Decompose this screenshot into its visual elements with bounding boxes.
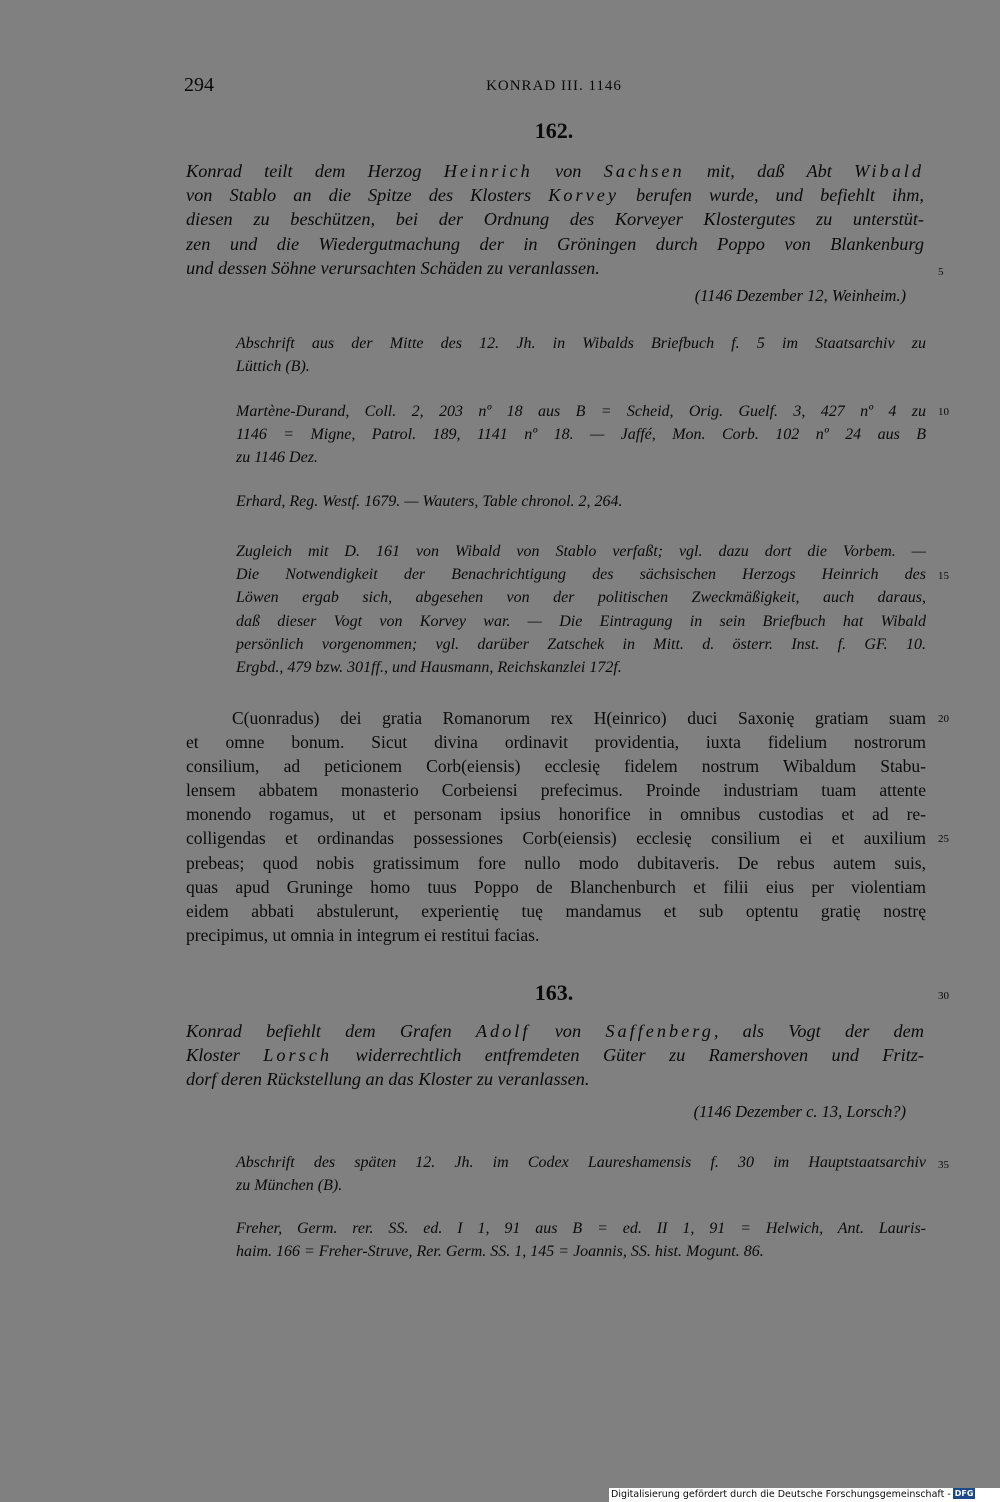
dating-162: (1146 Dezember 12, Weinheim.): [694, 286, 906, 305]
note-line: Zugleich mit D. 161 von Wibald von Stablo verfaßt; vgl. dazu dort die Vorbem. —: [236, 543, 926, 560]
note-line: zu 1146 Dez.: [236, 449, 318, 467]
funding-footer: [609, 1488, 1000, 1502]
text-line: C(uonradus) dei gratia Romanorum rex H(einrico) duci Saxonię gratiam suam: [232, 708, 926, 728]
document-number-163: 163.: [534, 980, 574, 1005]
spaced-name: Korvey: [548, 185, 619, 206]
margin-line-number: 35: [938, 1159, 949, 1171]
spaced-name: Saffenberg: [605, 1021, 714, 1041]
note-line: Die Notwendigkeit der Benachrichtigung des sächsischen Herzogs Heinrich des: [236, 566, 926, 584]
margin-line-number: 25: [938, 833, 949, 845]
text-line: et omne bonum. Sicut divina ordinavit providentia, iuxta fidelium nostrorum: [186, 732, 926, 753]
commentary-note-162: [236, 540, 926, 679]
note-line: Löwen ergab sich, abgesehen von der politischen Zweckmäßigkeit, auch daraus,: [236, 589, 926, 607]
regest-line: von Stablo an die Spitze des Klosters Korvey berufen wurde, und befiehlt ihm,: [186, 185, 924, 206]
note-line: Martène-Durand, Coll. 2, 203 nº 18 aus B = Scheid, Orig. Guelf. 3, 427 nº 4 zu: [236, 403, 926, 420]
text-line: monendo rogamus, ut et personam ipsius honorifice in omnibus custodias et ad re-: [186, 804, 926, 825]
spaced-name: Lorsch: [263, 1045, 333, 1066]
regest-162: [186, 159, 924, 280]
running-head: KONRAD III. 1146: [486, 78, 622, 94]
tradition-note-163: [236, 1151, 926, 1197]
note-line: Freher, Germ. rer. SS. ed. I 1, 91 aus B = ed. II 1, 91 = Helwich, Ant. Lauris-: [236, 1220, 926, 1237]
regest-line: und dessen Söhne verursachten Schäden zu veranlassen.: [186, 257, 600, 278]
footer-text: Digitalisierung gefördert durch die Deutsche Forschungsgemeinschaft -: [611, 1489, 951, 1500]
text-line: prebeas; quod nobis gratissimum fore nullo modo dubitaveris. De rebus autem suis,: [186, 852, 926, 873]
regest-line: Konrad teilt dem Herzog Heinrich von Sachsen mit, daß Abt Wibald: [186, 161, 924, 181]
regest-line: Kloster Lorsch widerrechtlich entfremdeten Güter zu Ramershoven und Fritz-: [186, 1045, 925, 1066]
editions-note-163: [236, 1217, 926, 1263]
page-header: [184, 74, 924, 100]
text-line: consilium, ad peticionem Corb(eiensis) ecclesię fidelem nostrum Wibaldum Stabu-: [186, 756, 926, 777]
document-number-162: 162.: [534, 118, 574, 143]
note-line: Lüttich (B).: [236, 358, 310, 376]
page-number: 294: [184, 74, 214, 96]
margin-line-number: 15: [938, 570, 949, 582]
regest-line: diesen zu beschützen, bei der Ordnung des Korveyer Klostergutes zu unterstüt-: [186, 209, 924, 230]
margin-line-number: 20: [938, 713, 949, 725]
text-line: colligendas et ordinandas possessiones Corb(eiensis) ecclesię consilium ei et auxilium: [186, 828, 926, 849]
regest-line: zen und die Wiedergutmachung der in Gröningen durch Poppo von Blankenburg: [186, 233, 924, 254]
note-line: haim. 166 = Freher-Struve, Rer. Germ. SS. 1, 145 = Joannis, SS. hist. Mogunt. 86.: [236, 1243, 764, 1261]
text-line: lensem abbatem monasterio Corbeiensi prefecimus. Proinde industriam tuam attente: [186, 780, 926, 801]
spaced-name: Heinrich: [443, 161, 533, 181]
margin-line-number: 30: [938, 990, 949, 1002]
dating-163: (1146 Dezember c. 13, Lorsch?): [693, 1102, 906, 1121]
spaced-name: Wibald: [854, 161, 924, 181]
note-line: persönlich vorgenommen; vgl. darüber Zatschek in Mitt. d. österr. Inst. f. GF. 10.: [236, 635, 926, 653]
text-line: precipimus, ut omnia in integrum ei restitui facias.: [186, 924, 540, 945]
regest-163: [186, 1019, 924, 1092]
regest-line: Konrad befiehlt dem Grafen Adolf von Saffenberg, als Vogt der dem: [186, 1021, 924, 1041]
regest-line: dorf deren Rückstellung an das Kloster zu veranlassen.: [186, 1069, 590, 1090]
charter-text-162: [186, 706, 926, 947]
editions-note-162: [236, 400, 926, 470]
note-line: 1146 = Migne, Patrol. 189, 1141 nº 18. — Jaffé, Mon. Corb. 102 nº 24 aus B: [236, 426, 926, 444]
note-line: Abschrift des späten 12. Jh. im Codex Laureshamensis f. 30 im Hauptstaatsarchiv: [236, 1154, 926, 1171]
note-line: Ergbd., 479 bzw. 301ff., und Hausmann, Reichskanzlei 172f.: [236, 658, 622, 676]
note-line: zu München (B).: [236, 1177, 343, 1195]
margin-line-number: 10: [938, 406, 949, 418]
margin-line-number: 5: [938, 266, 944, 278]
tradition-note-162: [236, 332, 926, 378]
regesta-note-162: [236, 490, 926, 513]
note-line: Erhard, Reg. Westf. 1679. — Wauters, Table chronol. 2, 264.: [236, 493, 623, 510]
dfg-logo: DFG: [954, 1489, 974, 1498]
note-line: Abschrift aus der Mitte des 12. Jh. in Wibalds Briefbuch f. 5 im Staatsarchiv zu: [236, 335, 926, 352]
spaced-name: Sachsen: [603, 161, 685, 181]
text-line: eidem abbati abstulerunt, experientię tuę mandamus et sub optentu gratię nostrę: [186, 900, 926, 921]
spaced-name: Adolf: [475, 1021, 531, 1041]
note-line: daß dieser Vogt von Korvey war. — Die Eintragung in sein Briefbuch hat Wibald: [236, 612, 926, 630]
text-line: quas apud Gruninge homo tuus Poppo de Blanchenburch et filii eius per violentiam: [186, 876, 926, 897]
